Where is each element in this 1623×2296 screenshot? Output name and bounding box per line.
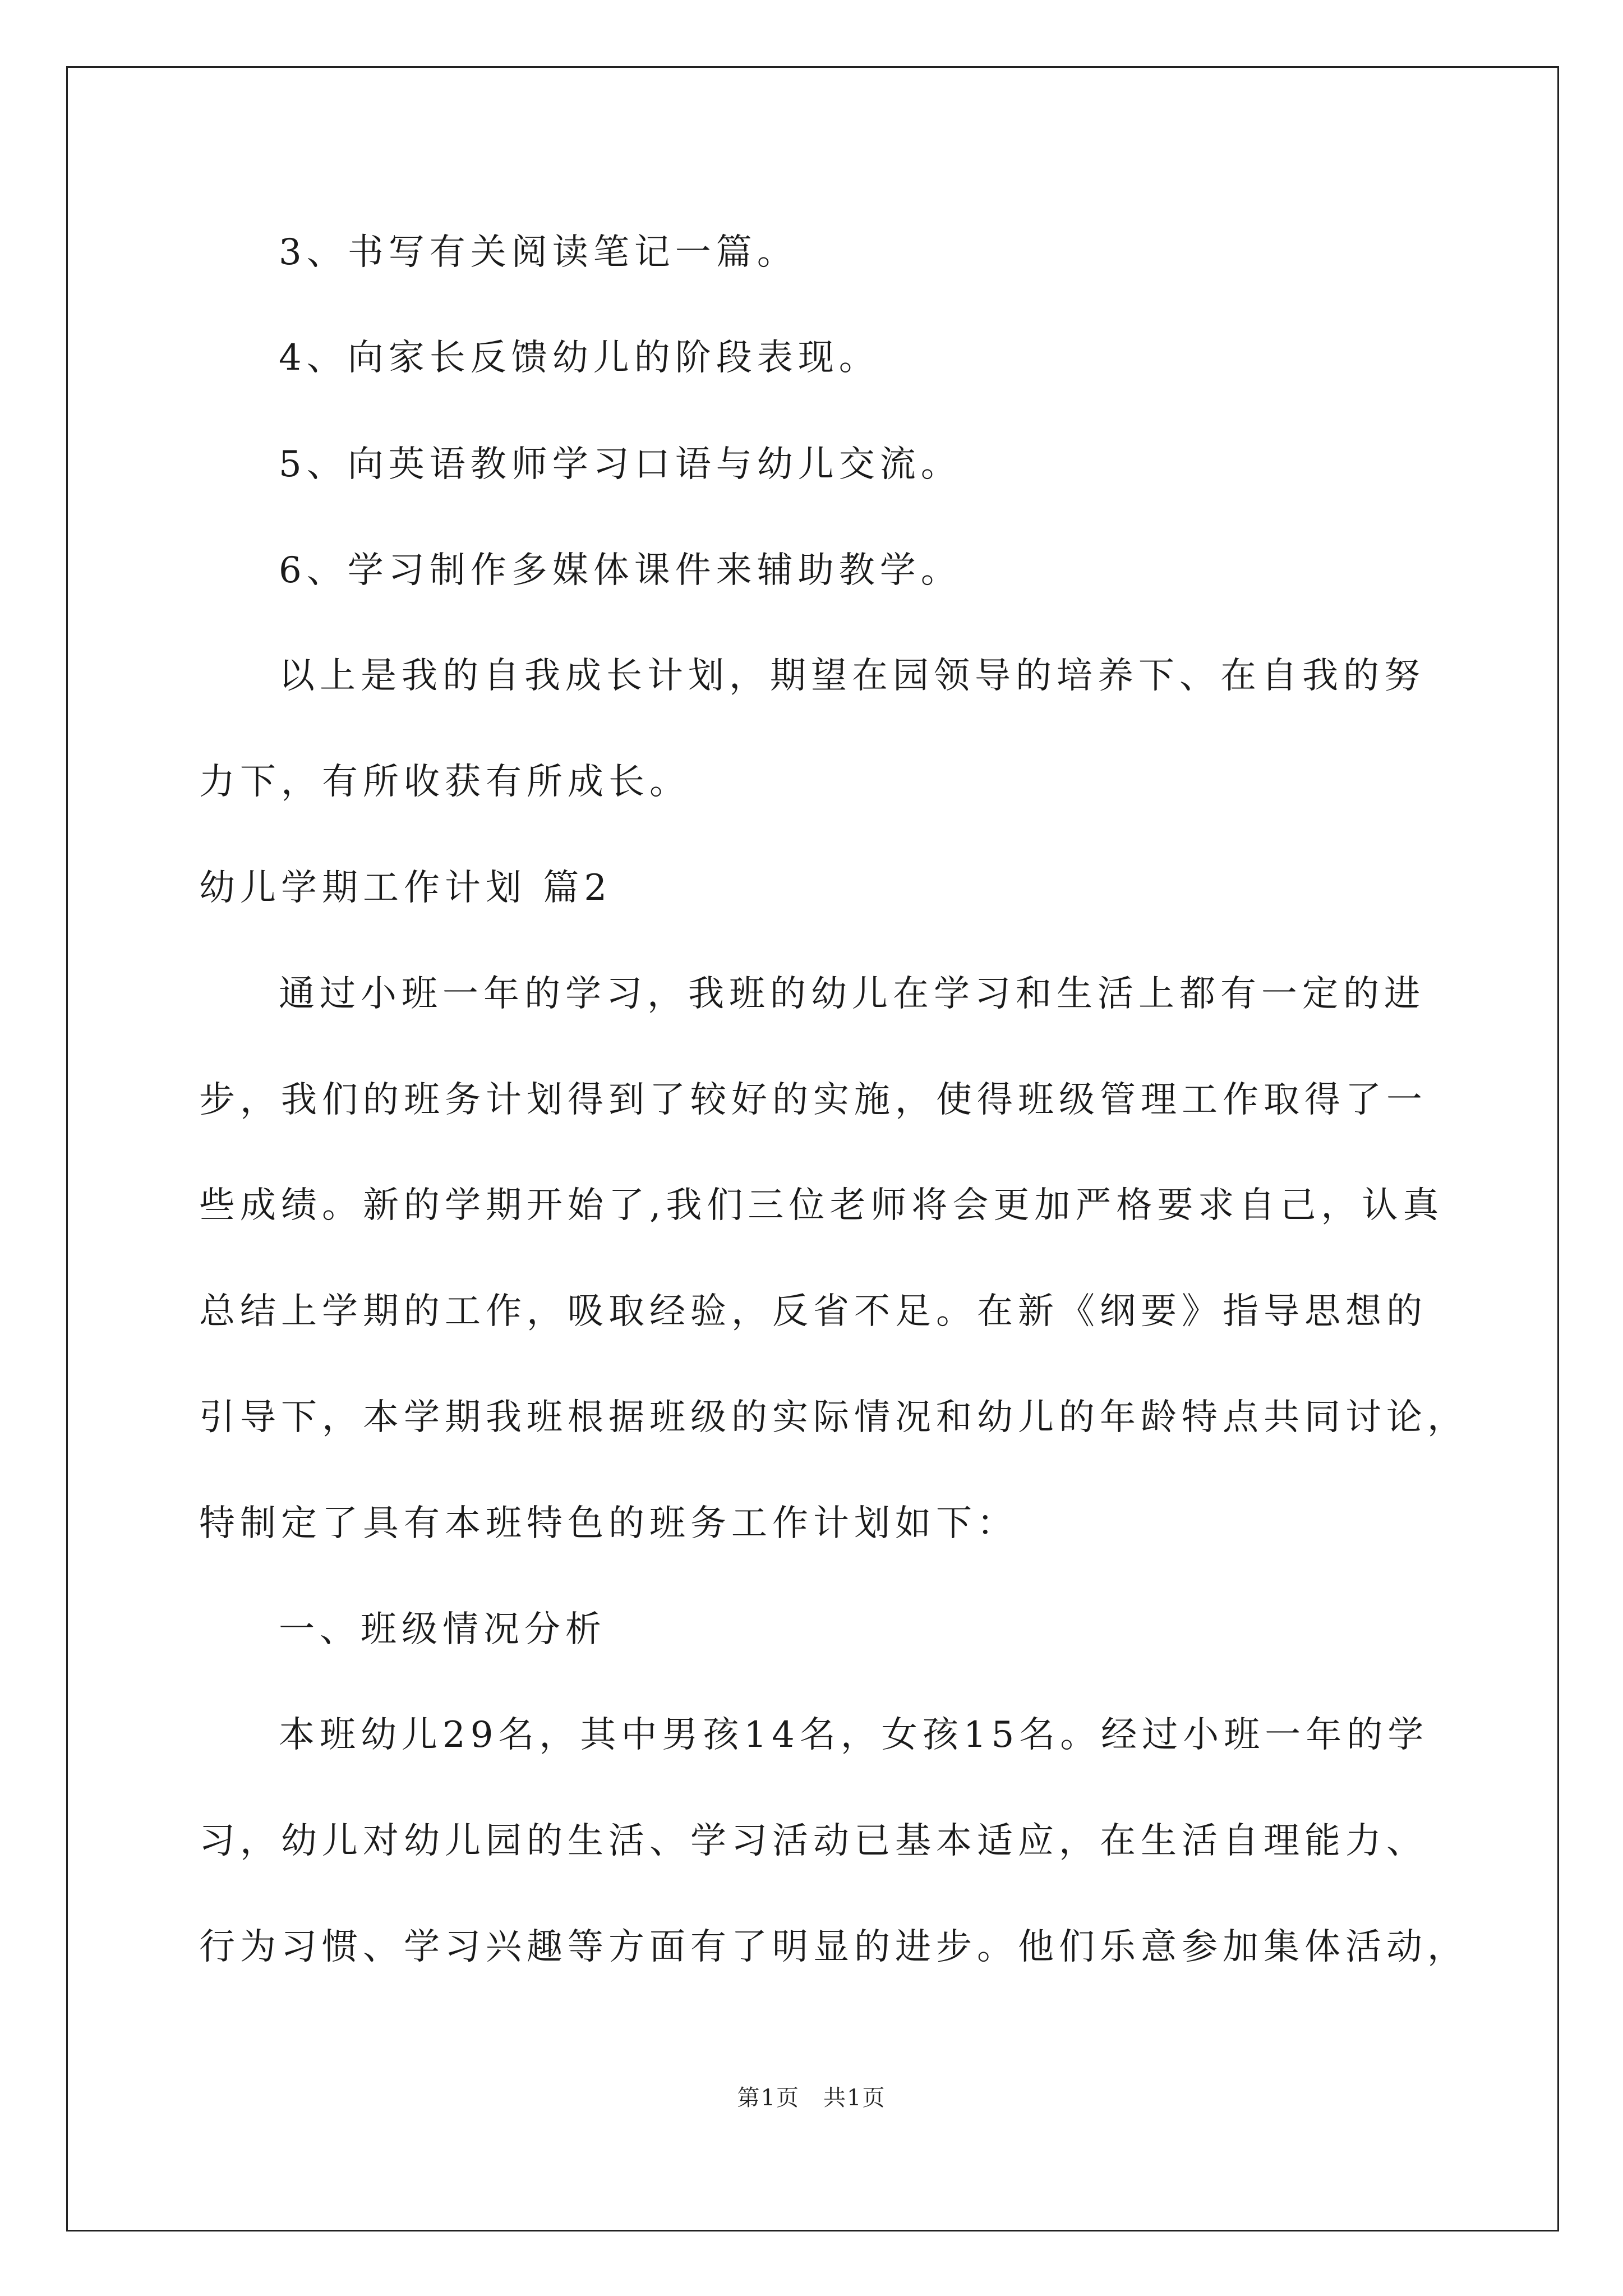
paragraph-line: 习，幼儿对幼儿园的生活、学习活动已基本适应，在生活自理能力、 [199, 1820, 1427, 1862]
paragraph-line: 通过小班一年的学习，我班的幼儿在学习和生活上都有一定的进 [279, 973, 1425, 1015]
list-item-3: 3、书写有关阅读笔记一篇。 [279, 232, 798, 273]
page-footer: 第1页 共1页 [737, 2085, 886, 2111]
page-border [66, 66, 1559, 2231]
list-item-5: 5、向英语教师学习口语与幼儿交流。 [279, 444, 962, 485]
paragraph-line: 力下，有所收获有所成长。 [199, 761, 690, 803]
paragraph-line: 特制定了具有本班特色的班务工作计划如下： [199, 1503, 1018, 1544]
paragraph-line: 引导下，本学期我班根据班级的实际情况和幼儿的年龄特点共同讨论， [199, 1397, 1468, 1438]
list-item-6: 6、学习制作多媒体课件来辅助教学。 [279, 550, 962, 591]
paragraph-line: 步，我们的班务计划得到了较好的实施，使得班级管理工作取得了一 [199, 1079, 1427, 1121]
paragraph-line: 本班幼儿29名，其中男孩14名，女孩15名。经过小班一年的学 [279, 1714, 1429, 1756]
paragraph-line: 总结上学期的工作，吸取经验，反省不足。在新《纲要》指导思想的 [199, 1291, 1427, 1332]
paragraph-line: 以上是我的自我成长计划，期望在园领导的培养下、在自我的努 [279, 655, 1425, 697]
paragraph-line: 行为习惯、学习兴趣等方面有了明显的进步。他们乐意参加集体活动， [199, 1926, 1468, 1968]
section-heading: 幼儿学期工作计划 篇2 [199, 867, 612, 909]
subsection-heading: 一、班级情况分析 [279, 1609, 606, 1650]
list-item-4: 4、向家长反馈幼儿的阶段表现。 [279, 337, 880, 379]
paragraph-line: 些成绩。新的学期开始了,我们三位老师将会更加严格要求自己，认真 [199, 1185, 1444, 1226]
